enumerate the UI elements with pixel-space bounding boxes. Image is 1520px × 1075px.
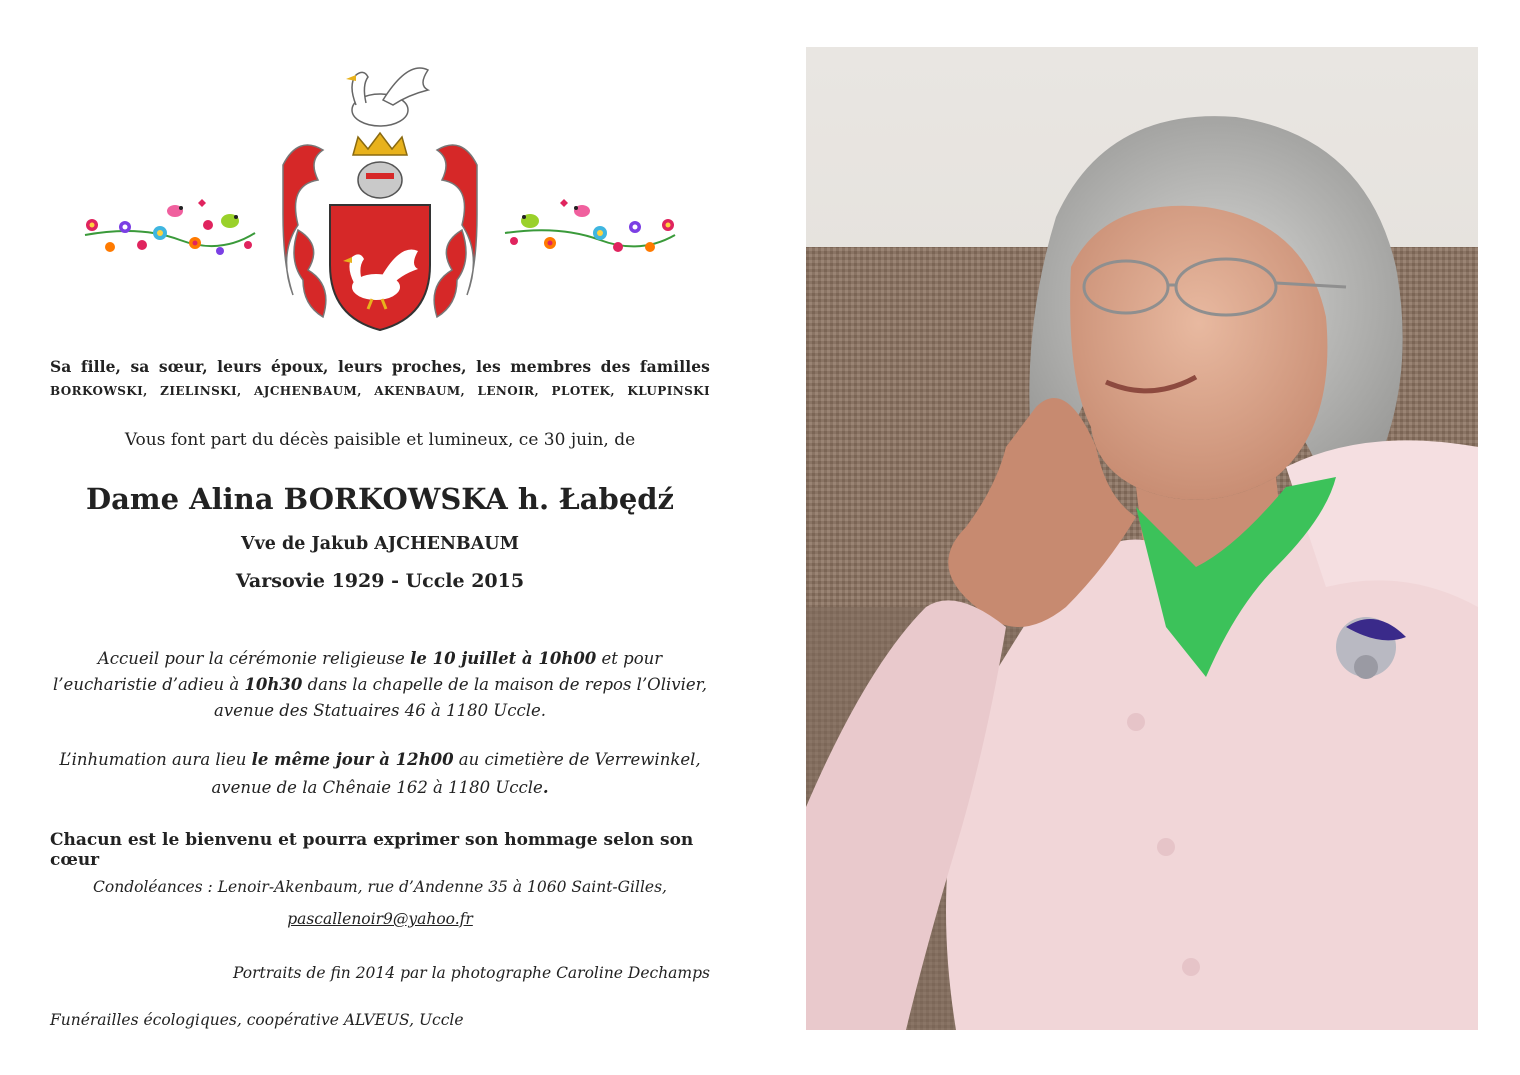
cardigan-button xyxy=(1127,713,1145,731)
funeral-credit: Funérailles écologiques, coopérative ALVEUS, Uccle xyxy=(50,1011,464,1029)
face xyxy=(1070,206,1327,500)
burial-time: le même jour à 12h00 xyxy=(251,750,454,769)
portrait-photo xyxy=(806,47,1478,1030)
ceremony-text-1: Accueil pour la cérémonie religieuse xyxy=(97,649,411,668)
heraldic-header xyxy=(50,55,710,340)
ceremony-text-2: et pour l’eucharistie d’adieu à xyxy=(53,649,663,694)
burial-text-1: L’inhumation aura lieu xyxy=(59,750,252,769)
life-dates: Varsovie 1929 - Uccle 2015 xyxy=(235,570,525,592)
eucharist-time: 10h30 xyxy=(244,675,303,694)
condolences-address: Condoléances : Lenoir-Akenbaum, rue d’Andenne 35 à 1060 Saint-Gilles, xyxy=(93,878,667,896)
portraits-credit: Portraits de fin 2014 par la photographe Caroline Dechamps xyxy=(232,964,710,982)
condolences-email-link[interactable]: pascallenoir9@yahoo.fr xyxy=(287,910,473,928)
ceremony-address: avenue des Statuaires 46 à 1180 Uccle. xyxy=(214,701,546,720)
family-names: BORKOWSKI, ZIELINSKI, AJCHENBAUM, AKENBAUM, LENOIR, PLOTEK, KLUPINSKI xyxy=(50,384,710,398)
floral-garland-right-icon xyxy=(500,185,680,275)
families-line: Sa fille, sa sœur, leurs époux, leurs proches, les membres des familles xyxy=(50,357,710,376)
ceremony-date: le 10 juillet à 10h00 xyxy=(410,649,597,668)
ceremony-details xyxy=(50,646,710,724)
deceased-name: Dame Alina BORKOWSKA h. Łabędź xyxy=(85,482,675,516)
burial-text-2: au cimetière de Verrewinkel, xyxy=(453,750,701,769)
coat-of-arms-swan-icon xyxy=(278,55,482,335)
burial-address: avenue de la Chênaie 162 à 1180 Uccle xyxy=(211,778,543,797)
cardigan-button xyxy=(1182,958,1200,976)
cardigan-button xyxy=(1157,838,1175,856)
welcome-line: Chacun est le bienvenu et pourra exprimer son hommage selon son cœur xyxy=(50,830,694,870)
floral-garland-left-icon xyxy=(80,185,260,275)
announcement: Vous font part du décès paisible et lumineux, ce 30 juin, de xyxy=(124,430,636,450)
widow-of: Vve de Jakub AJCHENBAUM xyxy=(241,534,519,554)
burial-details xyxy=(50,746,710,802)
obituary-text-panel xyxy=(50,0,710,1075)
ceremony-text-3: dans la chapelle de la maison de repos l’Olivier, xyxy=(302,675,707,694)
burial-period: . xyxy=(542,778,549,797)
